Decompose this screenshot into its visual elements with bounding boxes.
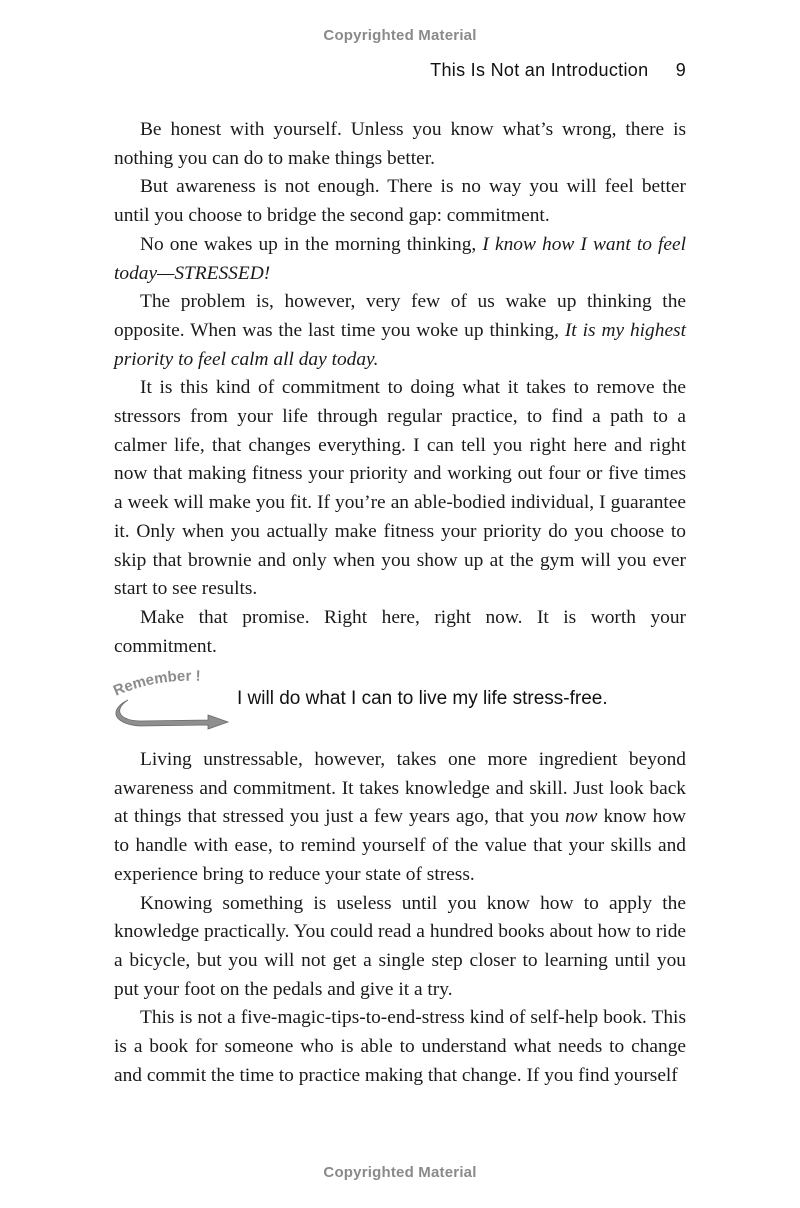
copyright-notice-top: Copyrighted Material — [323, 27, 477, 44]
paragraph: But awareness is not enough. There is no way you will feel better until you choose to bridge the second gap: commitment. — [114, 176, 686, 227]
body-text-part1 — [114, 116, 686, 661]
remember-callout — [110, 670, 710, 740]
italic-word: now — [565, 806, 598, 828]
paragraph: Knowing something is useless until you know how to apply the knowledge practically. You could read a hundred books about how to ride a bicycle, but you will not get a single step closer to learning until you put your foot on the pedals and give it a try. — [114, 892, 686, 1000]
paragraph: No one wakes up in the morning thinking, I know how I want to feel today—STRESSED! — [114, 233, 686, 284]
paragraph: The problem is, however, very few of us wake up thinking the opposite. When was the last time you woke up thinking, It is my highest priority to feel calm all day today. — [114, 291, 686, 370]
paragraph: Be honest with yourself. Unless you know what’s wrong, there is nothing you can do to make things better. — [114, 119, 686, 169]
italic-thought: It is my highest priority to feel calm all day today. — [114, 319, 686, 370]
body-text-part2 — [114, 746, 686, 1090]
italic-thought: I know how I want to feel today—STRESSED! — [114, 233, 686, 284]
copyright-notice-bottom: Copyrighted Material — [323, 1164, 477, 1181]
paragraph: It is this kind of commitment to doing what it takes to remove the stressors from your life through regular practice, to find a path to a calmer life, that changes everything. I can tell you right here and right now that making fitness your priority and working out four or five times a week will make you fit. If you’re an able-bodied individual, I guarantee it. Only when you actually make fitness your priority do you choose to skip that brownie and only when you show up at the gym will you ever start to see results. — [114, 377, 686, 600]
chapter-title: This Is Not an Introduction — [430, 60, 649, 80]
page-number: 9 — [675, 60, 686, 80]
remember-statement: I will do what I can to live my life stress-free. — [237, 688, 608, 709]
paragraph: This is not a five-magic-tips-to-end-stress kind of self-help book. This is a book for someone who is able to understand what needs to change and commit the time to practice making that change. If you find yourself — [114, 1007, 686, 1086]
paragraph: Living unstressable, however, takes one more ingredient beyond awareness and commitment. It takes knowledge and skill. Just look back at things that stressed you just a few years ago, that you now know how to handle with ease, to remind yourself of the value that your skills and experience bring to reduce your state of stress. — [114, 749, 686, 885]
running-head — [430, 60, 686, 81]
remember-label: Remember ! — [110, 670, 201, 700]
remember-arrow-icon — [110, 670, 235, 732]
paragraph: Make that promise. Right here, right now. It is worth your commitment. — [114, 606, 686, 657]
